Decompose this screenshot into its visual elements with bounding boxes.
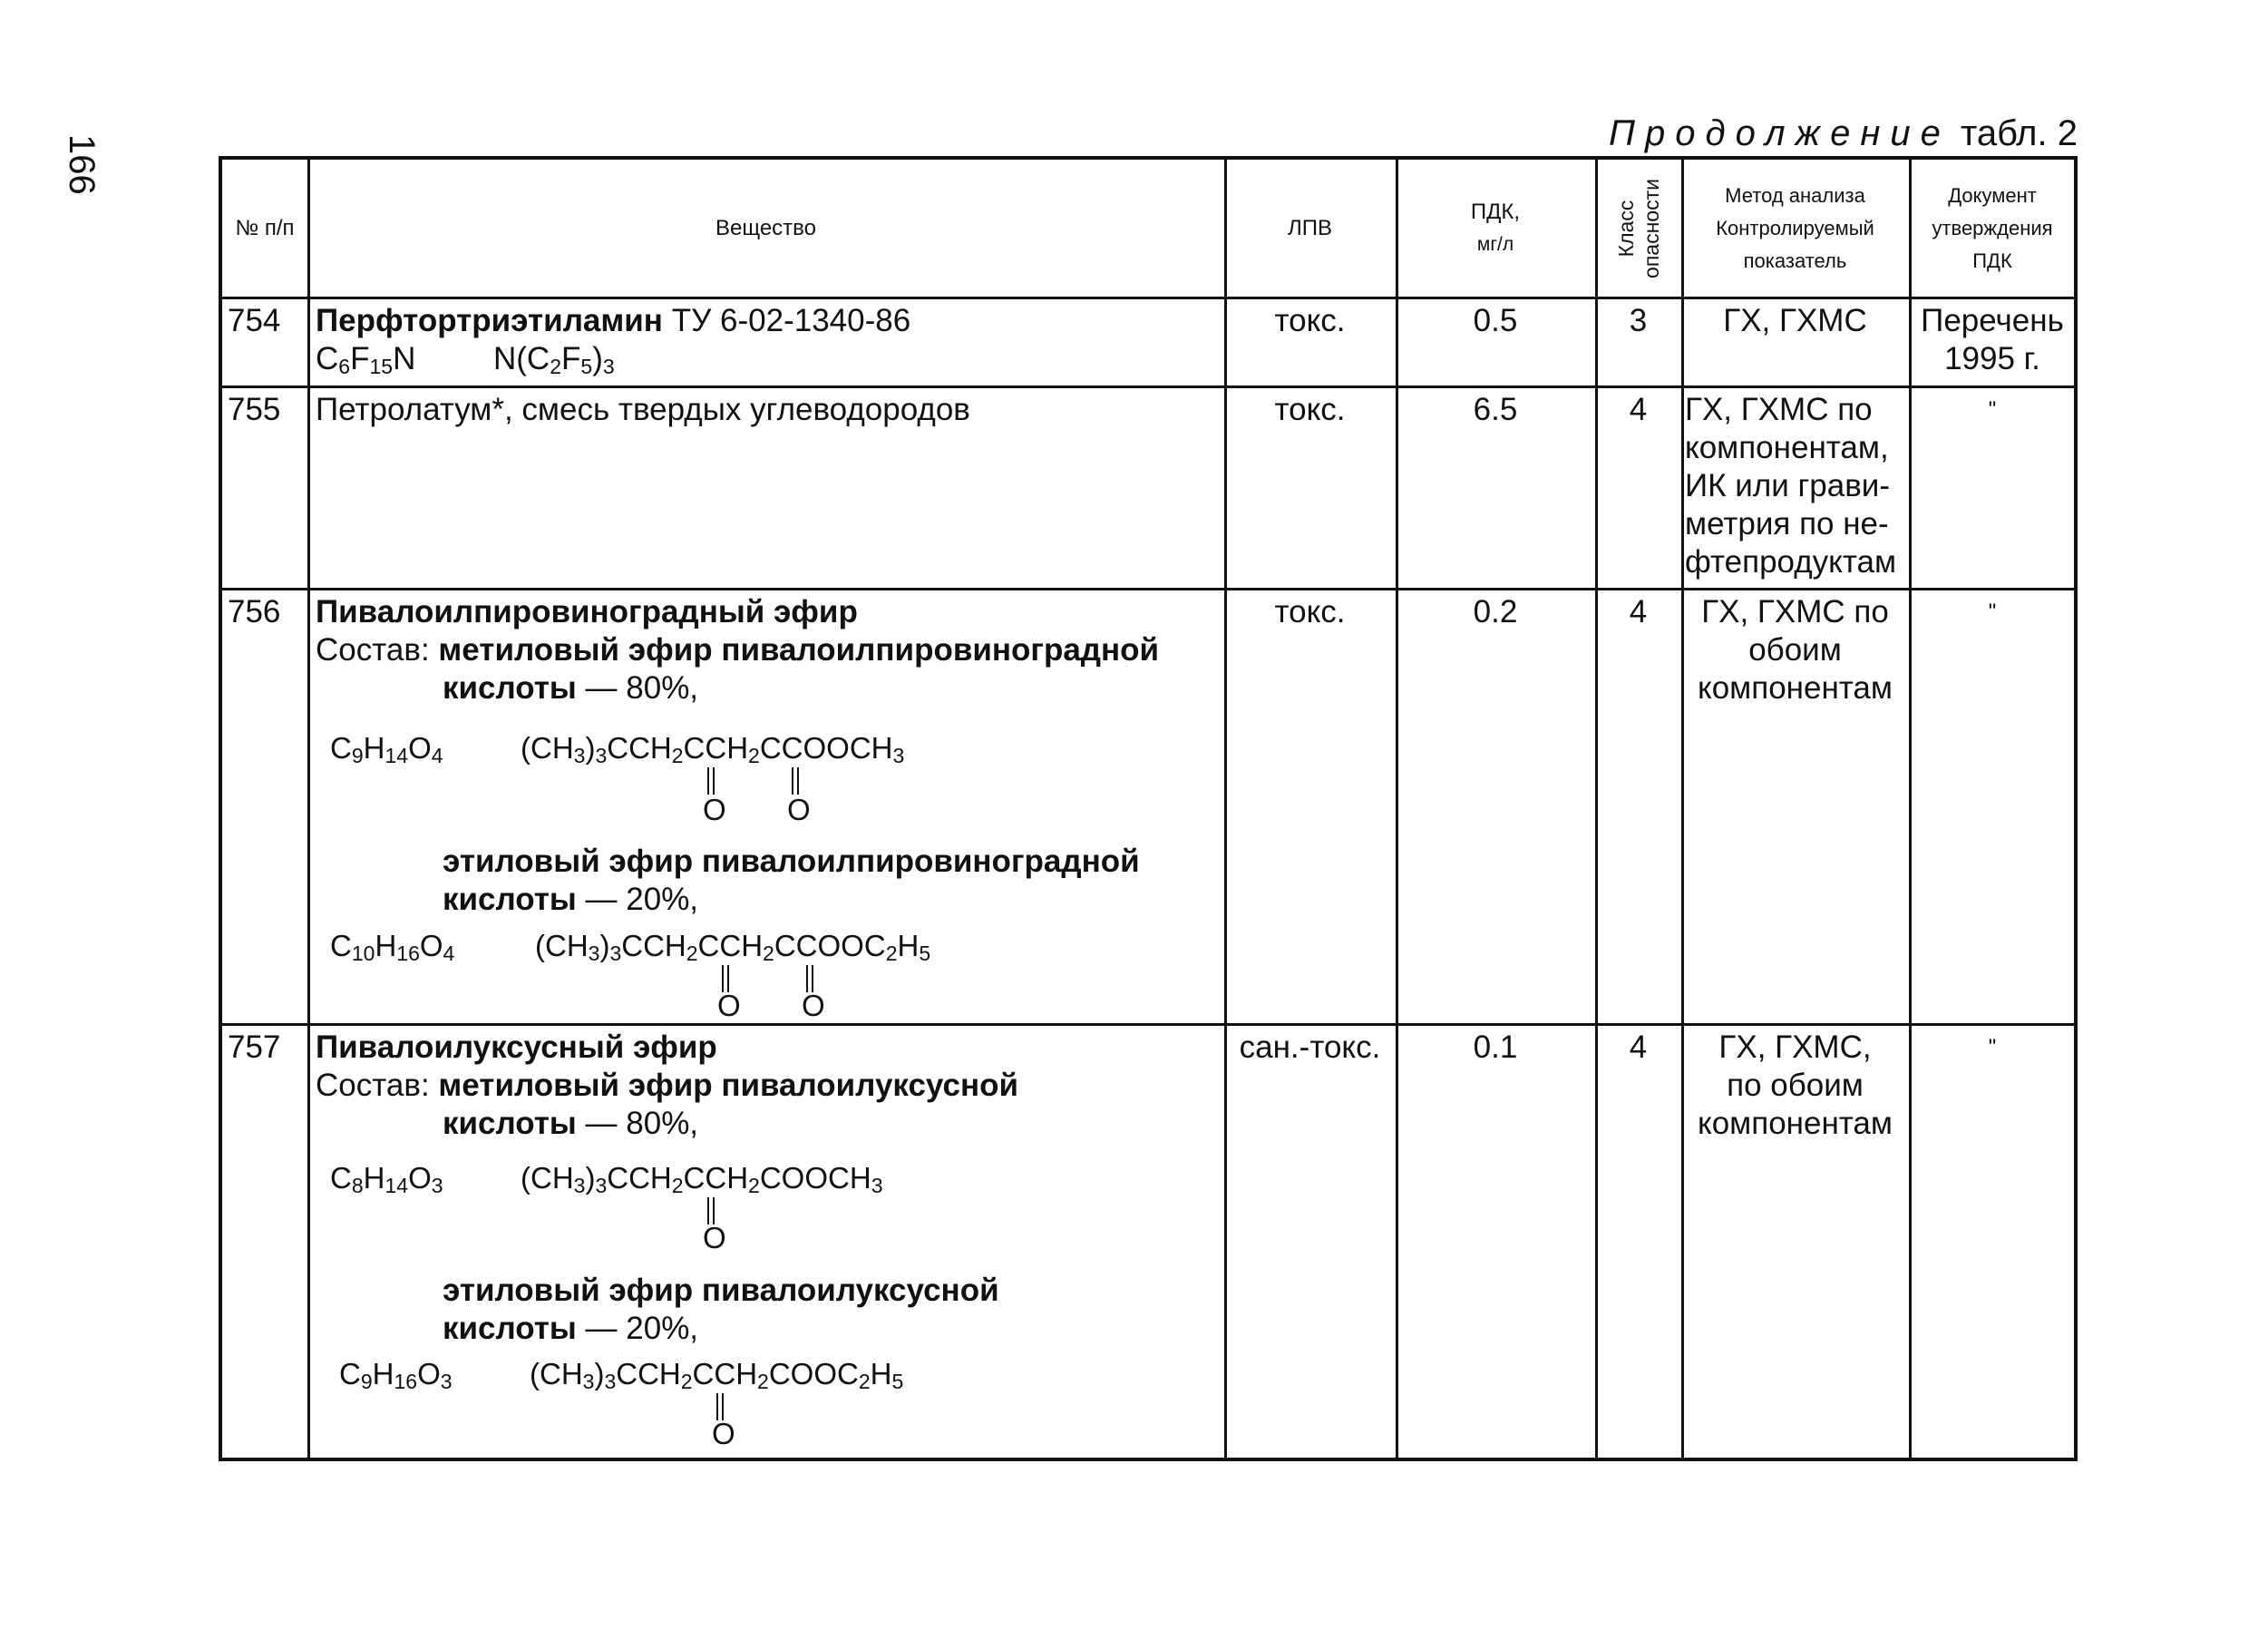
header-method-label: Метод анализа: [1725, 183, 1865, 207]
method-line: по обоим: [1727, 1068, 1864, 1103]
document-line: Перечень: [1921, 303, 2064, 338]
document-line: 1995 г.: [1944, 341, 2040, 376]
ditto-mark: ": [1988, 397, 1997, 422]
method-line: компонентам: [1698, 1106, 1893, 1141]
method-line: ГХ, ГХМС по: [1685, 392, 1873, 427]
method-value: [1681, 593, 1909, 707]
component-2-acid: кислоты: [443, 1311, 577, 1346]
component-1-name: метиловый эфир пивалоилпировиноградной: [438, 632, 1160, 668]
method-line: фтепродуктам: [1685, 544, 1897, 580]
lpv-value: токс.: [1274, 392, 1346, 427]
lpv-value: сан.-токс.: [1239, 1029, 1381, 1065]
substance-name: Перфтортриэтиламин: [316, 303, 663, 338]
header-divider: [222, 297, 2074, 299]
header-number: [222, 160, 307, 297]
lpv-value: токс.: [1274, 303, 1346, 338]
row-divider: [222, 588, 2074, 590]
substance-spec: ТУ 6-02-1340-86: [671, 303, 911, 338]
empirical-formula: $C_8H_{14}O_3$: [330, 1161, 443, 1197]
carbonyl-oxygen: O: [802, 989, 825, 1022]
carbonyl-bond: [792, 767, 799, 795]
pdk-value: 6.5: [1473, 392, 1518, 427]
component-1-name: метиловый эфир пивалоилуксусной: [438, 1068, 1019, 1103]
method-line: ИК или грави-: [1685, 468, 1891, 503]
carbonyl-bond: [707, 767, 715, 795]
substance-name: Пивалоилпировиноградный эфир: [316, 594, 858, 629]
table-caption: [1609, 113, 2078, 154]
method-line: компонентам,: [1685, 430, 1889, 465]
header-document: [1909, 160, 2076, 297]
substance-cell: [316, 1029, 1213, 1455]
page-number: 166: [62, 134, 102, 195]
hazard-value: 4: [1629, 392, 1648, 427]
method-value: ГХ, ГХМС: [1723, 303, 1867, 338]
ditto-mark: ": [1988, 600, 1997, 624]
hazard-value: 4: [1629, 594, 1648, 629]
component-2-percent: — 20%,: [576, 882, 699, 917]
component-1-percent: — 80%,: [576, 1106, 699, 1141]
structural-formula: $(CH_3)_3CCH_2CCH_2COOCH_3$: [521, 1161, 883, 1197]
pdk-value: 0.1: [1473, 1029, 1518, 1065]
method-line: обоим: [1748, 632, 1842, 668]
header-number-label: № п/п: [235, 215, 295, 240]
ditto-mark: ": [1988, 1035, 1997, 1059]
header-hazard-label-2: опасности: [1639, 178, 1663, 278]
composition-label: Состав:: [316, 632, 430, 668]
empirical-formula: $C_9H_{16}O_3$: [339, 1357, 453, 1393]
method-line: ГХ, ГХМС,: [1718, 1029, 1872, 1065]
method-line: компонентам: [1698, 670, 1893, 706]
row-number: 754: [228, 303, 281, 338]
pdk-value: 0.5: [1473, 303, 1518, 338]
hazard-value: 4: [1629, 1029, 1648, 1065]
carbonyl-oxygen: O: [787, 793, 811, 826]
header-lpv-label: ЛПВ: [1287, 215, 1332, 240]
row-divider: [222, 385, 2074, 388]
column-divider: [307, 160, 310, 1458]
component-1-percent: — 80%,: [576, 670, 699, 706]
component-2-acid: кислоты: [443, 882, 577, 917]
row-number: 756: [228, 594, 281, 629]
caption-continuation: Продолжение: [1609, 113, 1951, 153]
header-hazard-label: Класс: [1613, 200, 1638, 257]
header-pdk: [1396, 160, 1595, 297]
component-2-name: этиловый эфир пивалоилпировиноградной: [443, 844, 1140, 879]
substance-cell: [316, 593, 1213, 1020]
caption-table-ref: табл. 2: [1960, 113, 2078, 153]
carbonyl-oxygen: O: [717, 989, 741, 1022]
formula-line: [316, 340, 910, 378]
carbonyl-oxygen: O: [712, 1417, 735, 1450]
header-method: [1681, 160, 1909, 297]
header-pdk-unit: мг/л: [1476, 233, 1514, 255]
column-divider: [1595, 160, 1598, 1458]
method-line: ГХ, ГХМС по: [1701, 594, 1889, 629]
column-divider: [1396, 160, 1398, 1458]
header-method-label-2: Контролируемый: [1716, 216, 1874, 239]
structural-formula: $N(C_2F_5)_3$: [493, 341, 615, 378]
substance-name: Пивалоилуксусный эфир: [316, 1029, 717, 1065]
empirical-formula: $C_6F_{15}N$: [316, 341, 416, 378]
header-substance: [307, 160, 1224, 297]
column-divider: [1681, 160, 1684, 1458]
structural-formula: $(CH_3)_3CCH_2CCH_2CCOOC_2H_5$: [535, 929, 931, 965]
method-line: метрия по не-: [1685, 506, 1889, 542]
document-value: [1909, 302, 2076, 378]
header-document-label-2: утверждения: [1932, 216, 2053, 239]
empirical-formula: $C_{10}H_{16}O_4$: [330, 929, 455, 965]
substance-cell: [316, 302, 910, 378]
header-hazard-class: [1595, 160, 1681, 297]
component-2-name: этиловый эфир пивалоилуксусной: [443, 1273, 999, 1308]
structural-formula: $(CH_3)_3CCH_2CCH_2COOC_2H_5$: [530, 1357, 904, 1393]
hazard-value: 3: [1629, 303, 1648, 338]
composition-label: Состав:: [316, 1068, 430, 1103]
row-number: 757: [228, 1029, 281, 1065]
header-pdk-label: ПДК,: [1470, 199, 1521, 224]
carbonyl-oxygen: O: [703, 1221, 726, 1254]
method-value: [1685, 391, 1909, 581]
header-substance-label: Вещество: [715, 215, 816, 240]
lpv-value: токс.: [1274, 594, 1346, 629]
header-document-label-3: ПДК: [1972, 249, 2012, 272]
method-value: [1681, 1029, 1909, 1143]
carbonyl-oxygen: O: [703, 793, 726, 826]
header-method-label-3: показатель: [1743, 249, 1847, 272]
component-1-acid: кислоты: [443, 1106, 577, 1141]
structural-formula: $(CH_3)_3CCH_2CCH_2CCOOCH_3$: [521, 731, 905, 767]
pdk-value: 0.2: [1473, 594, 1518, 629]
substances-table: [219, 156, 2078, 1461]
row-number: 755: [228, 392, 281, 427]
component-2-percent: — 20%,: [576, 1311, 699, 1346]
header-lpv: [1224, 160, 1396, 297]
substance-name: Петролатум*, смесь твердых углеводородов: [316, 392, 970, 427]
header-document-label: Документ: [1948, 183, 2037, 207]
column-divider: [1224, 160, 1227, 1458]
empirical-formula: $C_9H_{14}O_4$: [330, 731, 443, 767]
row-divider: [222, 1023, 2074, 1026]
component-1-acid: кислоты: [443, 670, 577, 706]
